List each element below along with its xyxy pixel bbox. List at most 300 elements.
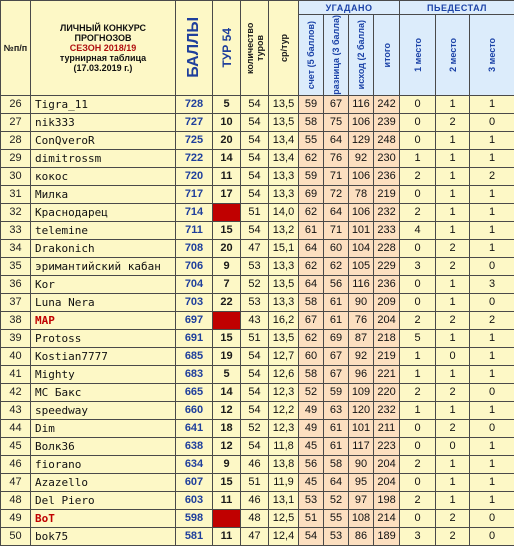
row-number: 26 bbox=[1, 95, 31, 113]
avg-header-label: ср/тур bbox=[279, 34, 289, 62]
tur-cell: 15 bbox=[213, 221, 241, 239]
first-place-cell: 0 bbox=[400, 185, 436, 203]
tour-count-cell: 53 bbox=[241, 293, 269, 311]
diff-cell: 62 bbox=[324, 257, 349, 275]
first-place-cell: 2 bbox=[400, 383, 436, 401]
outcome-cell: 109 bbox=[349, 383, 374, 401]
table-row bbox=[1, 509, 514, 527]
first-place-cell: 0 bbox=[400, 419, 436, 437]
header-tur bbox=[213, 1, 241, 96]
third-place-cell: 1 bbox=[470, 95, 514, 113]
participant-name: Azazello bbox=[31, 473, 176, 491]
second-place-cell: 1 bbox=[436, 455, 470, 473]
participant-name: Dim bbox=[31, 419, 176, 437]
row-number: 47 bbox=[1, 473, 31, 491]
tur-cell: 15 bbox=[213, 329, 241, 347]
table-row bbox=[1, 455, 514, 473]
avg-cell: 13,4 bbox=[269, 149, 299, 167]
row-number: 38 bbox=[1, 311, 31, 329]
diff-header-label: разница (3 балла) bbox=[331, 15, 341, 95]
participant-name: Drakonich bbox=[31, 239, 176, 257]
outcome-cell: 78 bbox=[349, 185, 374, 203]
first-place-cell: 0 bbox=[400, 437, 436, 455]
table-row bbox=[1, 311, 514, 329]
third-place-cell: 1 bbox=[470, 401, 514, 419]
avg-cell: 12,2 bbox=[269, 401, 299, 419]
tour-count-cell: 43 bbox=[241, 311, 269, 329]
exact-cell: 69 bbox=[299, 185, 324, 203]
third-place-cell: 1 bbox=[470, 455, 514, 473]
row-number: 44 bbox=[1, 419, 31, 437]
third-place-cell: 0 bbox=[470, 293, 514, 311]
diff-cell: 63 bbox=[324, 401, 349, 419]
exact-cell: 58 bbox=[299, 365, 324, 383]
row-number: 31 bbox=[1, 185, 31, 203]
avg-cell: 13,2 bbox=[269, 221, 299, 239]
total-cell: 218 bbox=[374, 329, 400, 347]
tur-cell bbox=[213, 311, 241, 329]
outcome-cell: 86 bbox=[349, 527, 374, 545]
first-place-cell: 4 bbox=[400, 221, 436, 239]
participant-name: MAP bbox=[31, 311, 176, 329]
row-number: 28 bbox=[1, 131, 31, 149]
tour-count-cell: 54 bbox=[241, 167, 269, 185]
tur-cell: 11 bbox=[213, 167, 241, 185]
second-place-cell: 1 bbox=[436, 131, 470, 149]
second-place-cell: 1 bbox=[436, 185, 470, 203]
second-place-cell: 1 bbox=[436, 365, 470, 383]
total-cell: 239 bbox=[374, 113, 400, 131]
tour-count-cell: 47 bbox=[241, 527, 269, 545]
tur-cell: 20 bbox=[213, 239, 241, 257]
outcome-cell: 97 bbox=[349, 491, 374, 509]
score-cell: 706 bbox=[176, 257, 213, 275]
exact-cell: 61 bbox=[299, 221, 324, 239]
table-row bbox=[1, 527, 514, 545]
outcome-cell: 105 bbox=[349, 257, 374, 275]
tur-cell: 11 bbox=[213, 527, 241, 545]
total-cell: 204 bbox=[374, 455, 400, 473]
header-podium bbox=[400, 1, 514, 15]
avg-cell: 13,8 bbox=[269, 455, 299, 473]
row-number: 42 bbox=[1, 383, 31, 401]
diff-cell: 58 bbox=[324, 455, 349, 473]
score-cell: 641 bbox=[176, 419, 213, 437]
title-line2: ПРОГНОЗОВ bbox=[31, 33, 175, 43]
first-place-cell: 3 bbox=[400, 257, 436, 275]
outcome-cell: 106 bbox=[349, 113, 374, 131]
tour-count-cell: 52 bbox=[241, 275, 269, 293]
exact-cell: 53 bbox=[299, 491, 324, 509]
outcome-cell: 90 bbox=[349, 455, 374, 473]
score-cell: 691 bbox=[176, 329, 213, 347]
tour-count-cell: 54 bbox=[241, 131, 269, 149]
score-cell: 704 bbox=[176, 275, 213, 293]
row-number: 43 bbox=[1, 401, 31, 419]
diff-cell: 64 bbox=[324, 203, 349, 221]
tur-cell bbox=[213, 203, 241, 221]
tur-cell: 20 bbox=[213, 131, 241, 149]
row-number: 39 bbox=[1, 329, 31, 347]
second-place-cell: 2 bbox=[436, 527, 470, 545]
score-cell: 607 bbox=[176, 473, 213, 491]
table-row bbox=[1, 167, 514, 185]
row-number: 37 bbox=[1, 293, 31, 311]
table-row bbox=[1, 419, 514, 437]
tur-cell: 10 bbox=[213, 113, 241, 131]
row-number: 41 bbox=[1, 365, 31, 383]
exact-cell: 55 bbox=[299, 131, 324, 149]
tour-count-cell: 54 bbox=[241, 113, 269, 131]
score-cell: 581 bbox=[176, 527, 213, 545]
row-number: 48 bbox=[1, 491, 31, 509]
third-place-cell: 0 bbox=[470, 509, 514, 527]
participant-name: Mighty bbox=[31, 365, 176, 383]
table-row bbox=[1, 329, 514, 347]
second-place-cell: 1 bbox=[436, 491, 470, 509]
participant-name: BoT bbox=[31, 509, 176, 527]
exact-cell: 56 bbox=[299, 455, 324, 473]
diff-cell: 67 bbox=[324, 347, 349, 365]
diff-cell: 61 bbox=[324, 311, 349, 329]
exact-cell: 45 bbox=[299, 437, 324, 455]
first-place-cell: 2 bbox=[400, 311, 436, 329]
exact-cell: 45 bbox=[299, 473, 324, 491]
tour-count-cell: 54 bbox=[241, 437, 269, 455]
avg-cell: 13,5 bbox=[269, 329, 299, 347]
avg-cell: 13,5 bbox=[269, 113, 299, 131]
diff-cell: 60 bbox=[324, 239, 349, 257]
exact-cell: 51 bbox=[299, 509, 324, 527]
participant-name: Волк36 bbox=[31, 437, 176, 455]
total-cell: 236 bbox=[374, 167, 400, 185]
title-line1: ЛИЧНЫЙ КОНКУРС bbox=[31, 23, 175, 33]
tur-cell: 14 bbox=[213, 149, 241, 167]
total-cell: 214 bbox=[374, 509, 400, 527]
participant-name: bok75 bbox=[31, 527, 176, 545]
total-cell: 211 bbox=[374, 419, 400, 437]
table-row bbox=[1, 275, 514, 293]
avg-cell: 13,5 bbox=[269, 95, 299, 113]
exact-cell: 67 bbox=[299, 311, 324, 329]
third-place-cell: 1 bbox=[470, 239, 514, 257]
tur-cell: 5 bbox=[213, 95, 241, 113]
tur-cell: 12 bbox=[213, 437, 241, 455]
second-place-cell: 1 bbox=[436, 329, 470, 347]
participant-name: Kostian7777 bbox=[31, 347, 176, 365]
header-exact bbox=[299, 15, 324, 96]
score-cell: 660 bbox=[176, 401, 213, 419]
tour-count-cell: 48 bbox=[241, 509, 269, 527]
avg-cell: 13,3 bbox=[269, 185, 299, 203]
second-place-cell: 1 bbox=[436, 293, 470, 311]
score-cell: 727 bbox=[176, 113, 213, 131]
second-place-cell: 1 bbox=[436, 203, 470, 221]
second-place-cell: 2 bbox=[436, 383, 470, 401]
row-number: 36 bbox=[1, 275, 31, 293]
diff-cell: 75 bbox=[324, 113, 349, 131]
avg-cell: 12,4 bbox=[269, 527, 299, 545]
second-place-cell: 1 bbox=[436, 221, 470, 239]
outcome-cell: 95 bbox=[349, 473, 374, 491]
total-cell: 221 bbox=[374, 365, 400, 383]
row-number: 33 bbox=[1, 221, 31, 239]
table-row bbox=[1, 293, 514, 311]
participant-name: Милка bbox=[31, 185, 176, 203]
outcome-cell: 104 bbox=[349, 239, 374, 257]
first-place-cell: 0 bbox=[400, 113, 436, 131]
exact-cell: 58 bbox=[299, 293, 324, 311]
row-number: 46 bbox=[1, 455, 31, 473]
second-place-cell: 1 bbox=[436, 95, 470, 113]
second-place-cell: 2 bbox=[436, 239, 470, 257]
avg-cell: 12,6 bbox=[269, 365, 299, 383]
third-place-cell: 1 bbox=[470, 473, 514, 491]
table-row bbox=[1, 491, 514, 509]
third-place-cell: 1 bbox=[470, 203, 514, 221]
season-label: СЕЗОН 2018/19 bbox=[31, 43, 175, 53]
first-place-cell: 0 bbox=[400, 509, 436, 527]
score-cell: 665 bbox=[176, 383, 213, 401]
first-place-cell: 0 bbox=[400, 131, 436, 149]
third-place-cell: 1 bbox=[470, 437, 514, 455]
diff-cell: 71 bbox=[324, 167, 349, 185]
first-place-cell: 1 bbox=[400, 149, 436, 167]
tur-cell: 9 bbox=[213, 257, 241, 275]
third-place-cell: 0 bbox=[470, 419, 514, 437]
tour-count-cell: 47 bbox=[241, 239, 269, 257]
participant-name: Del Piero bbox=[31, 491, 176, 509]
tour-count-cell: 51 bbox=[241, 473, 269, 491]
first-place-cell: 1 bbox=[400, 365, 436, 383]
title-line4: турнирная таблица bbox=[31, 53, 175, 63]
total-header-label: итого bbox=[382, 43, 392, 67]
first-place-cell: 2 bbox=[400, 167, 436, 185]
header-second bbox=[436, 15, 470, 96]
diff-cell: 71 bbox=[324, 221, 349, 239]
first-place-cell: 0 bbox=[400, 473, 436, 491]
outcome-cell: 116 bbox=[349, 275, 374, 293]
total-cell: 230 bbox=[374, 149, 400, 167]
tur-cell: 14 bbox=[213, 383, 241, 401]
diff-cell: 69 bbox=[324, 329, 349, 347]
outcome-cell: 101 bbox=[349, 419, 374, 437]
diff-cell: 61 bbox=[324, 293, 349, 311]
tur-cell: 5 bbox=[213, 365, 241, 383]
total-cell: 198 bbox=[374, 491, 400, 509]
exact-cell: 49 bbox=[299, 401, 324, 419]
guessed-label: УГАДАНО bbox=[326, 3, 373, 13]
table-row bbox=[1, 239, 514, 257]
outcome-cell: 92 bbox=[349, 347, 374, 365]
tur-cell: 9 bbox=[213, 455, 241, 473]
tur-cell: 17 bbox=[213, 185, 241, 203]
avg-cell: 11,9 bbox=[269, 473, 299, 491]
third-place-cell: 1 bbox=[470, 131, 514, 149]
second-place-cell: 1 bbox=[436, 401, 470, 419]
second-place-cell: 2 bbox=[436, 509, 470, 527]
table-row bbox=[1, 365, 514, 383]
third-place-cell: 2 bbox=[470, 167, 514, 185]
total-cell: 219 bbox=[374, 347, 400, 365]
tour-count-cell: 54 bbox=[241, 185, 269, 203]
score-cell: 711 bbox=[176, 221, 213, 239]
first-place-cell: 2 bbox=[400, 455, 436, 473]
second-place-cell: 2 bbox=[436, 419, 470, 437]
third-place-cell: 0 bbox=[470, 257, 514, 275]
header-nmp bbox=[1, 1, 31, 96]
header-score bbox=[176, 1, 213, 96]
tur-cell: 11 bbox=[213, 491, 241, 509]
participant-name: nik333 bbox=[31, 113, 176, 131]
score-cell: 598 bbox=[176, 509, 213, 527]
tour-count-cell: 53 bbox=[241, 257, 269, 275]
avg-cell: 12,5 bbox=[269, 509, 299, 527]
header-first bbox=[400, 15, 436, 96]
title-date: (17.03.2019 г.) bbox=[31, 63, 175, 73]
third-place-cell: 1 bbox=[470, 185, 514, 203]
participant-name: эримантийский кабан bbox=[31, 257, 176, 275]
third-place-cell: 1 bbox=[470, 365, 514, 383]
score-cell: 722 bbox=[176, 149, 213, 167]
diff-cell: 52 bbox=[324, 491, 349, 509]
diff-cell: 59 bbox=[324, 383, 349, 401]
diff-cell: 64 bbox=[324, 131, 349, 149]
outcome-cell: 90 bbox=[349, 293, 374, 311]
avg-cell: 12,3 bbox=[269, 419, 299, 437]
participant-name: Kor bbox=[31, 275, 176, 293]
tour-count-cell: 54 bbox=[241, 401, 269, 419]
title-block bbox=[31, 1, 176, 96]
second-place-cell: 2 bbox=[436, 257, 470, 275]
score-cell: 603 bbox=[176, 491, 213, 509]
participant-name: dimitrossm bbox=[31, 149, 176, 167]
table-row bbox=[1, 401, 514, 419]
row-number: 29 bbox=[1, 149, 31, 167]
avg-cell: 12,7 bbox=[269, 347, 299, 365]
second-place-cell: 1 bbox=[436, 149, 470, 167]
outcome-cell: 106 bbox=[349, 167, 374, 185]
third-place-cell: 0 bbox=[470, 383, 514, 401]
tour-count-cell: 54 bbox=[241, 95, 269, 113]
exact-cell: 52 bbox=[299, 383, 324, 401]
total-cell: 242 bbox=[374, 95, 400, 113]
outcome-header-label: исход (2 балла) bbox=[356, 20, 366, 89]
third-place-cell: 2 bbox=[470, 311, 514, 329]
row-number: 35 bbox=[1, 257, 31, 275]
total-cell: 232 bbox=[374, 203, 400, 221]
tur-header-label: ТУР 54 bbox=[220, 28, 234, 67]
table-row bbox=[1, 95, 514, 113]
total-cell: 223 bbox=[374, 437, 400, 455]
participant-name: MC Бакс bbox=[31, 383, 176, 401]
diff-cell: 72 bbox=[324, 185, 349, 203]
second-place-cell: 1 bbox=[436, 473, 470, 491]
avg-cell: 13,5 bbox=[269, 275, 299, 293]
tur-cell: 19 bbox=[213, 347, 241, 365]
outcome-cell: 120 bbox=[349, 401, 374, 419]
first-place-cell: 2 bbox=[400, 491, 436, 509]
total-cell: 233 bbox=[374, 221, 400, 239]
table-row bbox=[1, 203, 514, 221]
participant-name: speedway bbox=[31, 401, 176, 419]
first-place-cell: 0 bbox=[400, 95, 436, 113]
total-cell: 204 bbox=[374, 473, 400, 491]
avg-cell: 11,8 bbox=[269, 437, 299, 455]
header-guessed bbox=[299, 1, 400, 15]
exact-cell: 62 bbox=[299, 203, 324, 221]
score-cell: 697 bbox=[176, 311, 213, 329]
score-cell: 708 bbox=[176, 239, 213, 257]
outcome-cell: 76 bbox=[349, 311, 374, 329]
tour-count-cell: 54 bbox=[241, 365, 269, 383]
header-third bbox=[470, 15, 514, 96]
outcome-cell: 117 bbox=[349, 437, 374, 455]
tur-cell: 12 bbox=[213, 401, 241, 419]
diff-cell: 56 bbox=[324, 275, 349, 293]
score-cell: 714 bbox=[176, 203, 213, 221]
second-place-cell: 1 bbox=[436, 275, 470, 293]
avg-cell: 12,3 bbox=[269, 383, 299, 401]
tur-cell: 22 bbox=[213, 293, 241, 311]
total-cell: 209 bbox=[374, 293, 400, 311]
avg-cell: 16,2 bbox=[269, 311, 299, 329]
diff-cell: 55 bbox=[324, 509, 349, 527]
third-header-label: 3 место bbox=[487, 38, 497, 72]
first-place-cell: 3 bbox=[400, 527, 436, 545]
first-place-cell: 2 bbox=[400, 203, 436, 221]
table-row bbox=[1, 131, 514, 149]
second-place-cell: 2 bbox=[436, 311, 470, 329]
first-place-cell: 0 bbox=[400, 239, 436, 257]
participant-name: Tigra_11 bbox=[31, 95, 176, 113]
outcome-cell: 96 bbox=[349, 365, 374, 383]
score-cell: 703 bbox=[176, 293, 213, 311]
header-count bbox=[241, 1, 269, 96]
header-avg bbox=[269, 1, 299, 96]
exact-cell: 62 bbox=[299, 329, 324, 347]
table-row bbox=[1, 149, 514, 167]
table-row bbox=[1, 113, 514, 131]
table-row bbox=[1, 347, 514, 365]
row-number: 30 bbox=[1, 167, 31, 185]
avg-cell: 13,3 bbox=[269, 293, 299, 311]
score-cell: 717 bbox=[176, 185, 213, 203]
outcome-cell: 116 bbox=[349, 95, 374, 113]
tour-count-cell: 51 bbox=[241, 329, 269, 347]
participant-name: Luna Nera bbox=[31, 293, 176, 311]
avg-cell: 13,3 bbox=[269, 167, 299, 185]
diff-cell: 76 bbox=[324, 149, 349, 167]
tour-count-cell: 52 bbox=[241, 419, 269, 437]
score-cell: 634 bbox=[176, 455, 213, 473]
table-row bbox=[1, 437, 514, 455]
diff-cell: 53 bbox=[324, 527, 349, 545]
tour-count-cell: 46 bbox=[241, 455, 269, 473]
exact-cell: 59 bbox=[299, 167, 324, 185]
total-cell: 219 bbox=[374, 185, 400, 203]
total-cell: 204 bbox=[374, 311, 400, 329]
tur-cell: 7 bbox=[213, 275, 241, 293]
tour-count-cell: 46 bbox=[241, 491, 269, 509]
tur-cell bbox=[213, 509, 241, 527]
row-number: 32 bbox=[1, 203, 31, 221]
tour-count-cell: 54 bbox=[241, 149, 269, 167]
first-place-cell: 5 bbox=[400, 329, 436, 347]
diff-cell: 67 bbox=[324, 95, 349, 113]
first-header-label: 1 место bbox=[413, 38, 423, 72]
exact-cell: 54 bbox=[299, 527, 324, 545]
